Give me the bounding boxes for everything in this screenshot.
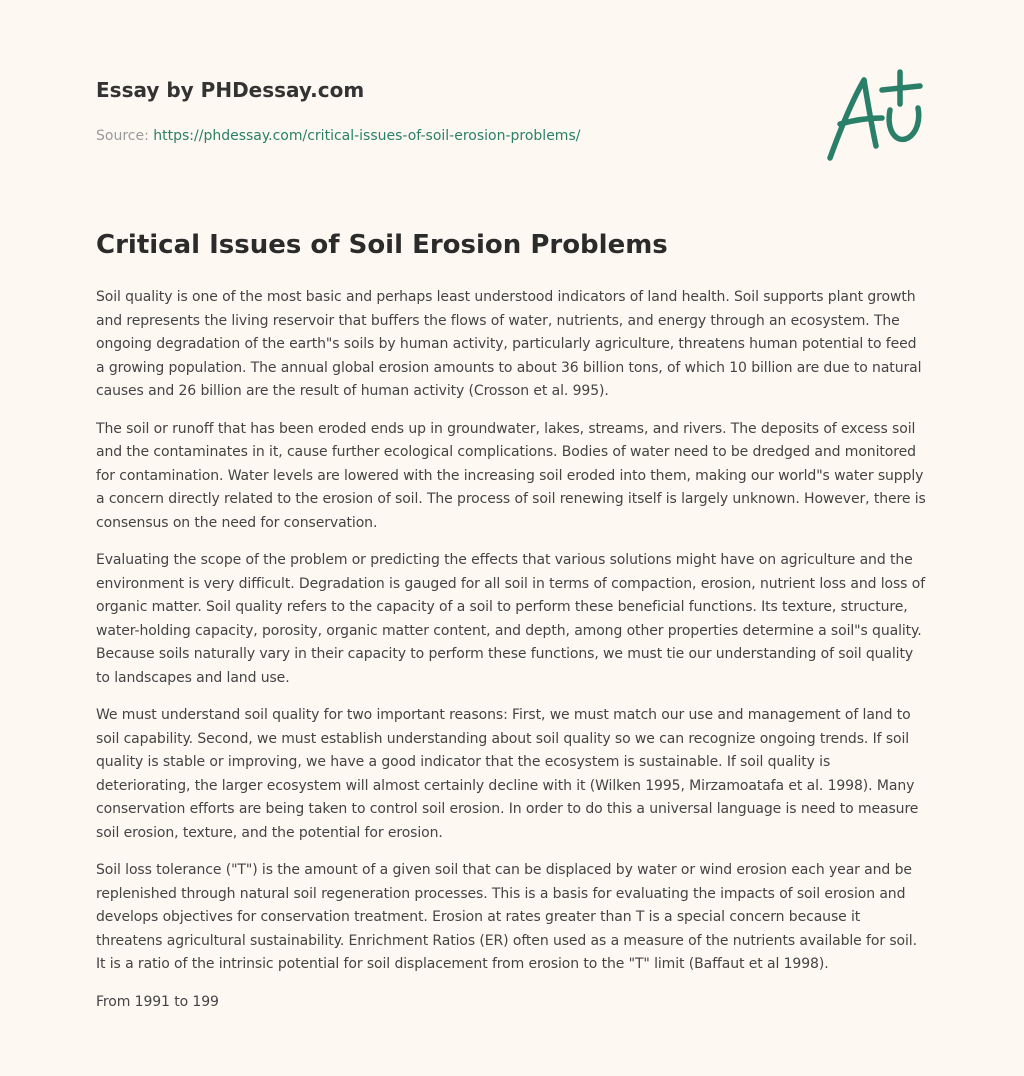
source-label: Source:: [96, 128, 149, 144]
essay-content: [96, 226, 928, 1028]
essay-paragraph: We must understand soil quality for two important reasons: First, we must match our use and management of land to soil capability. Second, we must establish understanding about soil quality so we can recognize ongoing trends. If soil quality is stable or improving, we have a good indicator that the ecosystem is sustainable. If soil quality is deteriorating, the larger ecosystem will almost certainly decline with it (Wilken 1995, Mirzamoatafa et al. 1998). Many conservation efforts are being taken to control soil erosion. In order to do this a universal language is need to measure soil erosion, texture, and the potential for erosion.: [96, 707, 919, 841]
essay-paragraph: Evaluating the scope of the problem or predicting the effects that various solutions might have on agriculture and the environment is very difficult. Degradation is gauged for all soil in terms of compaction, erosion, nutrient loss and loss of organic matter. Soil quality refers to the capacity of a soil to perform these beneficial functions. Its texture, structure, water-holding capacity, porosity, organic matter content, and depth, among other properties determine a soil"s quality. Because soils naturally vary in their capacity to perform these functions, we must tie our understanding of soil quality to landscapes and land use.: [96, 552, 926, 686]
site-title: Essay by PHDessay.com: [96, 78, 365, 102]
essay-paragraph: Soil loss tolerance ("T") is the amount of a given soil that can be displaced by water or wind erosion each year and be replenished through natural soil regeneration processes. This is a basis for evaluating the impacts of soil erosion and develops objectives for conservation treatment. Erosion at rates greater than T is a special concern because it threatens agricultural sustainability. Enrichment Ratios (ER) often used as a measure of the nutrients available for soil. It is a ratio of the intrinsic potential for soil displacement from erosion to the "T" limit (Baffaut et al 1998).: [96, 862, 917, 972]
essay-title: Critical Issues of Soil Erosion Problems: [96, 230, 668, 260]
source-line: [96, 126, 816, 146]
essay-paragraph: Soil quality is one of the most basic and perhaps least understood indicators of land health. Soil supports plant growth and represents the living reservoir that buffers the flows of water, nutrients, and energy through an ecosystem. The ongoing degradation of the earth"s soils by human activity, particularly agriculture, threatens human potential to feed a growing population. The annual global erosion amounts to about 36 billion tons, of which 10 billion are due to natural causes and 26 billion are the result of human activity (Crosson et al. 995).: [96, 289, 922, 399]
essay-paragraph: The soil or runoff that has been eroded ends up in groundwater, lakes, streams, and rivers. The deposits of excess soil and the contaminates in it, cause further ecological complications. Bodies of water need to be dredged and monitored for contamination. Water levels are lowered with the increasing soil eroded into them, making our world"s water supply a concern directly related to the erosion of soil. The process of soil renewing itself is largely unknown. However, there is consensus on the need for conservation.: [96, 420, 926, 531]
essay-paragraph-truncated: From 1991 to 199: [96, 993, 219, 1010]
page-header: [96, 76, 816, 146]
a-plus-logo-icon: [820, 64, 930, 168]
source-link[interactable]: https://phdessay.com/critical-issues-of-soil-erosion-problems/: [153, 128, 581, 144]
